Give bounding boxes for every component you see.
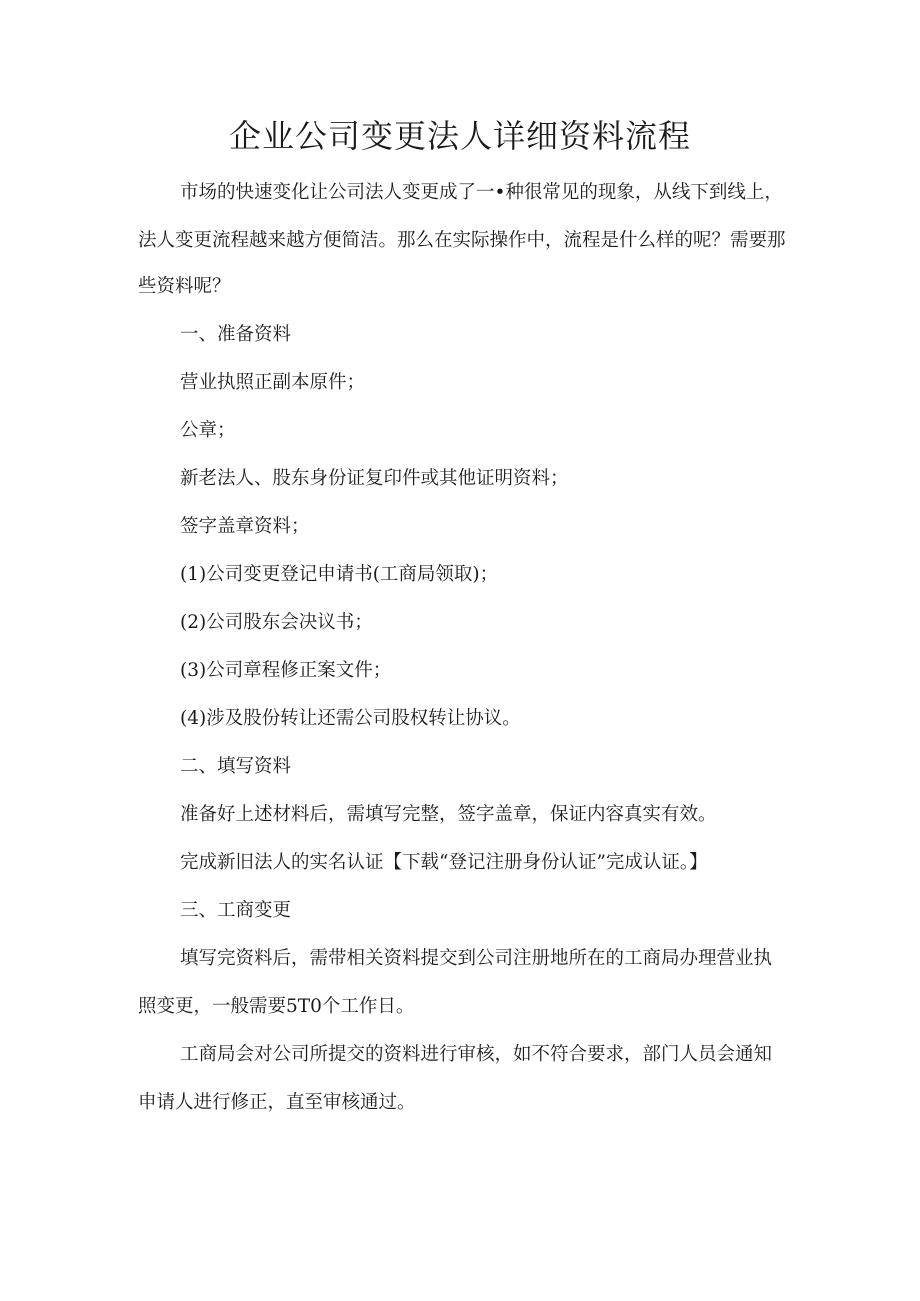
list-item: 公章； [180, 420, 236, 441]
list-item: 营业执照正副本原件； [180, 372, 366, 393]
list-item: 新老法人、股东身份证复印件或其他证明资料； [180, 468, 569, 489]
list-item: 准备好上述材料后，需填写完整，签字盖章，保证内容真实有效。 [180, 804, 717, 825]
list-item: (2)公司股东会决议书； [180, 612, 373, 633]
document-title: 企业公司变更法人详细资料流程 [228, 117, 691, 155]
paragraph-line: 照变更，一般需要5T0个工作日。 [138, 996, 415, 1017]
paragraph-line: 工商局会对公司所提交的资料进行审核，如不符合要求，部门人员会通知 [180, 1044, 773, 1065]
intro-line: 市场的快速变化让公司法人变更成了一•种很常见的现象，从线下到线上， [180, 182, 783, 203]
intro-line: 法人变更流程越来越方便简洁。那么在实际操作中，流程是什么样的呢？需要那 [138, 230, 786, 251]
list-item: 完成新旧法人的实名认证【下载“登记注册身份认证”完成认证。】 [180, 852, 708, 873]
list-item: 签字盖章资料； [180, 516, 310, 537]
list-item: (4)涉及股份转让还需公司股权转让协议。 [180, 708, 521, 729]
section-heading-prepare: 一、准备资料 [180, 324, 292, 345]
intro-line: 些资料呢？ [138, 276, 231, 297]
paragraph-line: 填写完资料后，需带相关资料提交到公司注册地所在的工商局办理营业执 [180, 948, 773, 969]
list-item: (1)公司变更登记申请书(工商局领取)； [180, 564, 499, 585]
paragraph-line: 申请人进行修正，直至审核通过。 [138, 1092, 416, 1113]
section-heading-fill: 二、填写资料 [180, 756, 292, 777]
section-heading-registration: 三、工商变更 [180, 900, 292, 921]
list-item: (3)公司章程修正案文件； [180, 660, 392, 681]
